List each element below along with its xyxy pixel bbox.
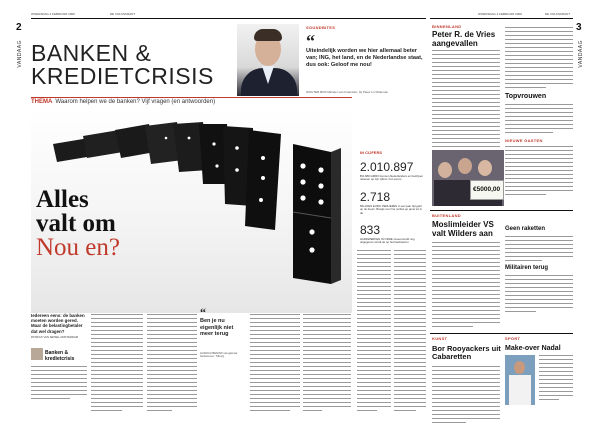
buitenland-label: BUITENLAND (432, 213, 461, 218)
left-dateline: WOENSDAG 4 FEBRUARI 2009 (31, 12, 75, 16)
quote-mark-2-icon: “ (200, 305, 206, 319)
text-column-3 (147, 314, 197, 414)
athlete-face (514, 361, 525, 374)
thema-rule (31, 97, 352, 98)
byline: PATRICK VAN IERSEL AMSTERDAM (31, 335, 79, 339)
story2-body (505, 104, 573, 136)
pull-quote: Uiteindelijk worden we hier allemaal beter van; ING, het land, en de Nederlandse staat, dus ook: Geloof me nou! (306, 48, 423, 68)
headline-sub: Nou en? (36, 234, 120, 261)
text-column-5 (303, 314, 351, 414)
soundbites-label: SOUNDBITES (306, 25, 336, 30)
lead-text: Iedereen eens: de banken moeten worden gered. Maar de belastingbetaler dat wel dragen? (31, 313, 85, 334)
text-column-1 (31, 366, 87, 402)
story3-label: NIEUWE GASTEN (505, 138, 543, 143)
right-paper-name: DE VOLKSKRANT (545, 12, 571, 16)
mini-heading: Banken & kredietcrisis (45, 350, 75, 362)
kunst-rule (430, 333, 573, 334)
text-column-4 (250, 314, 300, 414)
right-dateline: WOENSDAG 4 FEBRUARI 2009 (478, 12, 522, 16)
story7-body (432, 366, 500, 426)
story4-body (432, 242, 500, 330)
section-title-line1: BANKEN & (31, 40, 152, 66)
left-section-vertical: VANDAAG (17, 40, 23, 68)
domino-standing (293, 144, 341, 284)
binnenland-label: BINNENLAND (432, 24, 462, 29)
story1-title: Peter R. de Vries aangevallen (432, 30, 496, 48)
buitenland-rule (430, 210, 573, 211)
text-column-2 (91, 314, 143, 414)
left-paper-name: DE VOLKSKRANT (110, 12, 136, 16)
thema-bar (31, 99, 352, 105)
story2-title: Topvrouwen (505, 93, 547, 100)
mini-thumbnail (31, 348, 43, 360)
story5-title: Geen raketten (505, 226, 546, 232)
cheque (470, 180, 504, 200)
story8-body (539, 355, 573, 403)
stat-value-1: 2.010.897 (360, 160, 414, 174)
stat-label-2: MILJOEN EURO VERLIEZEN in een jaar tijd geld op de beurs. Bewijs voor het verlies op groei tot in de (360, 203, 422, 215)
headline-line1: Alles (36, 186, 89, 213)
pull-quote-2-credit: HAROLD BENINK Hoogleraar bankwezen, Tilburg (200, 351, 238, 359)
story6-title: Militairen terug (505, 265, 549, 271)
pull-quote-2: Ben je nu eigenlijk niet meer terug (200, 318, 234, 338)
kunst-label: KUNST (432, 336, 448, 341)
sport-photo (505, 355, 535, 405)
left-top-rule (31, 18, 426, 19)
story3-body (505, 146, 573, 198)
headline (36, 188, 116, 236)
right-section-vertical: VANDAAG (578, 40, 584, 68)
quote-mark-icon: “ (306, 31, 315, 51)
story7-title: Bor Rooyackers uit Cabaretten (432, 344, 501, 361)
stat-label-1: BIJ ABN AMRO kunnen Nederlanders en bedrijven rekenen op zijn cijfers: hun euro's (360, 174, 423, 182)
person-2-face (458, 158, 472, 174)
story6-body (505, 275, 573, 315)
stat-label-3: HARDWERKEN IN ORDE zoveel wordt nog uitgegeven wordt de op het bankwezen (360, 237, 415, 245)
infographic (360, 150, 425, 254)
stat-value-2: 2.718 (360, 189, 391, 204)
sport-label: SPORT (505, 336, 521, 341)
right-page-number: 3 (576, 22, 582, 33)
person-3-face (478, 160, 492, 176)
story8-title: Make-over Nadal (505, 345, 561, 352)
text-column-6 (357, 250, 391, 414)
portrait-hair (254, 29, 282, 41)
cheque-amount: €5000,00 (473, 186, 501, 193)
minister-portrait (237, 24, 299, 96)
section-title-line2: KREDIETCRISIS (31, 63, 214, 89)
right-top-rule (430, 18, 573, 19)
person-1-face (438, 162, 452, 178)
story1-body (432, 50, 500, 154)
headline-line2: valt om (36, 210, 116, 237)
section-title (31, 42, 214, 88)
story5-body (505, 236, 573, 264)
athlete-shirt (509, 375, 531, 405)
story1-body-2 (505, 27, 573, 91)
pull-quote-credit: WOUTER BOS Minister van Financiën, bij Pauw en Witteman (306, 90, 389, 94)
story4-title: Moslimleider VS valt Wilders aan (432, 220, 494, 238)
text-column-7 (394, 250, 426, 414)
stat-value-3: 833 (360, 223, 381, 238)
infographic-title: IN CIJFERS (360, 150, 383, 155)
thema-text: Waarom helpen we de banken? Vijf vragen (en antwoorden) (55, 99, 216, 105)
thema-label: THEMA (31, 99, 53, 105)
left-page-number: 2 (16, 22, 22, 33)
